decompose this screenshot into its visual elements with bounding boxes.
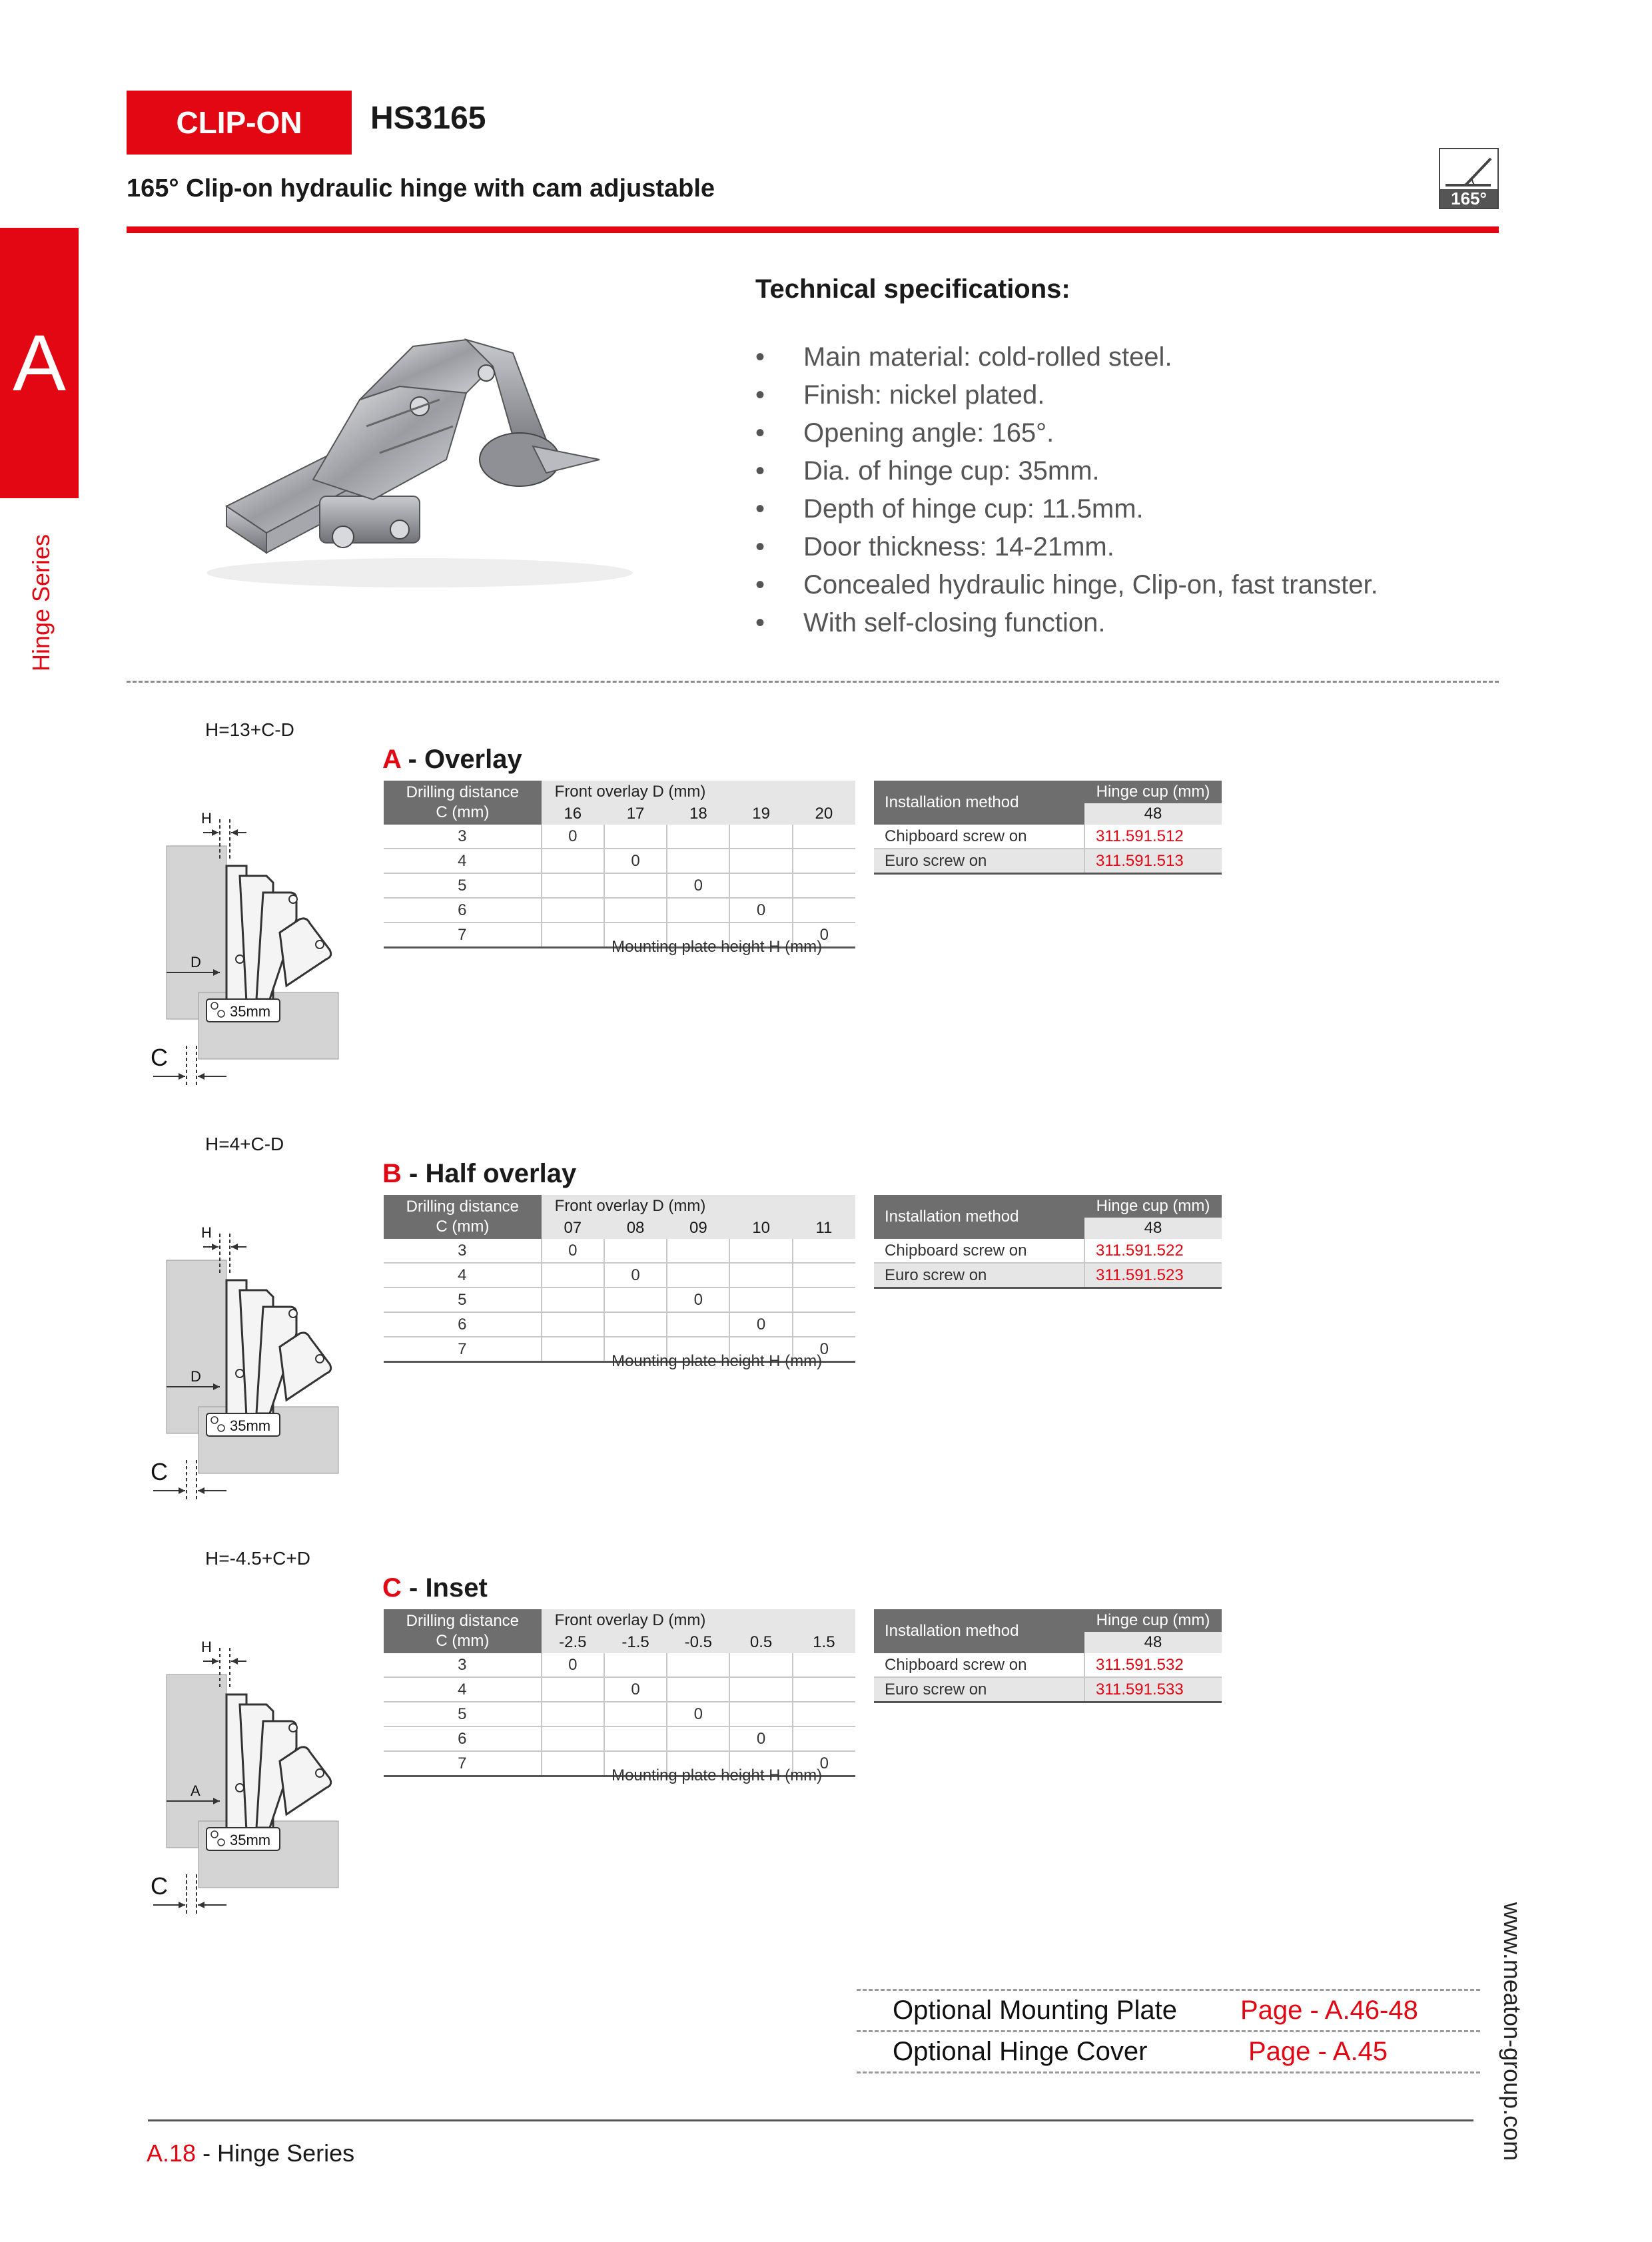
- footer-rule: [148, 2119, 1473, 2121]
- website-url[interactable]: www.meaton-group.com: [1499, 1902, 1526, 2161]
- drilling-table: [384, 1195, 855, 1363]
- table-cell: [542, 1751, 604, 1776]
- overlay-value: 07: [542, 1218, 604, 1239]
- drilling-table: [384, 781, 855, 948]
- table-cell: [604, 825, 667, 849]
- optional-divider: [857, 2030, 1480, 2032]
- clip-on-tag: CLIP-ON: [127, 91, 352, 155]
- diagram-label-d: A: [191, 1782, 201, 1799]
- table-row: [384, 1653, 855, 1677]
- hinge-cup-header: Hinge cup (mm): [1084, 781, 1222, 803]
- table-cell: [604, 1239, 667, 1263]
- table-cell: [667, 898, 729, 923]
- table-cell: [604, 1653, 667, 1677]
- table-cell: [729, 1702, 792, 1726]
- table-cell: [604, 873, 667, 898]
- installation-table: [874, 1195, 1222, 1289]
- table-cell: 0: [793, 1751, 855, 1776]
- table-row: [384, 1288, 855, 1312]
- overlay-value: -0.5: [667, 1632, 729, 1653]
- table-cell: [542, 1677, 604, 1702]
- hinge-product-image: [200, 326, 706, 599]
- overlay-value: 1.5: [793, 1632, 855, 1653]
- table-cell: [542, 1337, 604, 1362]
- section-name: - Inset: [401, 1573, 488, 1603]
- optional-hinge-cover-page[interactable]: Page - A.45: [1248, 2037, 1388, 2066]
- table-cell: [542, 923, 604, 948]
- article-code: 311.591.512: [1084, 825, 1222, 849]
- optional-divider: [857, 1989, 1480, 1991]
- table-row: [384, 1263, 855, 1288]
- table-cell: [729, 1239, 792, 1263]
- hinge-cup-header: Hinge cup (mm): [1084, 1195, 1222, 1218]
- cup-label: 35mm: [230, 1832, 271, 1848]
- spec-item: • Dia. of hinge cup: 35mm.: [755, 452, 1378, 490]
- spec-item: • With self-closing function.: [755, 604, 1378, 642]
- spec-list: [755, 338, 1378, 642]
- table-cell: [667, 1239, 729, 1263]
- table-cell: [604, 1288, 667, 1312]
- installation-table: [874, 1609, 1222, 1703]
- diagram-label-d: D: [191, 1368, 201, 1385]
- optional-mounting-plate-label: Optional Mounting Plate: [893, 1996, 1177, 2025]
- table-row: [384, 1702, 855, 1726]
- article-code: 311.591.532: [1084, 1653, 1222, 1677]
- hinge-cup-value: 48: [1084, 1632, 1222, 1653]
- section-name: - Overlay: [400, 745, 522, 774]
- overlay-value: 16: [542, 803, 604, 825]
- table-cell: [729, 849, 792, 873]
- model-number: HS3165: [370, 101, 486, 136]
- table-row: [384, 1312, 855, 1337]
- section-name: - Half overlay: [401, 1159, 577, 1188]
- diagram-label-d: D: [191, 954, 201, 970]
- overlay-section-a: [0, 706, 1652, 1132]
- table-row: [384, 873, 855, 898]
- installation-chipboard: Chipboard screw on: [874, 825, 1084, 849]
- formula: H=-4.5+C+D: [205, 1548, 310, 1569]
- overlay-value: 11: [793, 1218, 855, 1239]
- drilling-header: Drilling distance C (mm): [384, 1609, 542, 1653]
- table-cell: [793, 1653, 855, 1677]
- drilling-table: [384, 1609, 855, 1777]
- overlay-value: 0.5: [729, 1632, 792, 1653]
- overlay-value: 20: [793, 803, 855, 825]
- c-value: 5: [384, 1288, 542, 1312]
- diagram-label-h: H: [201, 1224, 212, 1241]
- article-code: 311.591.513: [1084, 849, 1222, 874]
- mounting-diagram: [147, 1180, 360, 1513]
- article-code: 311.591.533: [1084, 1677, 1222, 1702]
- table-cell: [729, 1653, 792, 1677]
- table-cell: 0: [604, 1677, 667, 1702]
- c-value: 5: [384, 873, 542, 898]
- c-value: 7: [384, 923, 542, 948]
- diagram-label-c: C: [151, 1872, 168, 1900]
- section-title: [382, 1159, 576, 1189]
- section-divider: [127, 681, 1499, 683]
- table-cell: 0: [793, 1337, 855, 1362]
- table-cell: 0: [667, 1288, 729, 1312]
- installation-method-header: Installation method: [874, 781, 1084, 825]
- diagram-label-c: C: [151, 1044, 168, 1071]
- table-row: [384, 1239, 855, 1263]
- front-overlay-header: Front overlay D (mm): [542, 1609, 855, 1632]
- table-cell: [793, 1677, 855, 1702]
- overlay-value: 09: [667, 1218, 729, 1239]
- c-value: 4: [384, 1263, 542, 1288]
- mounting-plate-height-label: Mounting plate height H (mm): [612, 1766, 823, 1784]
- table-cell: [604, 898, 667, 923]
- installation-method-header: Installation method: [874, 1195, 1084, 1239]
- installation-chipboard: Chipboard screw on: [874, 1239, 1084, 1263]
- hinge-cup-header: Hinge cup (mm): [1084, 1609, 1222, 1632]
- mounting-diagram: [147, 1595, 360, 1928]
- table-cell: [542, 1702, 604, 1726]
- table-cell: 0: [542, 1653, 604, 1677]
- table-cell: [542, 1726, 604, 1751]
- installation-chipboard: Chipboard screw on: [874, 1653, 1084, 1677]
- table-cell: [729, 1677, 792, 1702]
- table-cell: [793, 849, 855, 873]
- c-value: 6: [384, 1726, 542, 1751]
- overlay-value: 08: [604, 1218, 667, 1239]
- optional-hinge-cover-label: Optional Hinge Cover: [893, 2037, 1148, 2066]
- section-title: [382, 745, 522, 775]
- c-value: 3: [384, 1239, 542, 1263]
- optional-divider: [857, 2071, 1480, 2073]
- table-cell: [729, 825, 792, 849]
- angle-badge-text: 165°: [1451, 188, 1487, 208]
- diagram-label-c: C: [151, 1458, 168, 1485]
- table-row: [384, 1677, 855, 1702]
- table-cell: [667, 825, 729, 849]
- table-cell: [793, 1263, 855, 1288]
- table-cell: [793, 1312, 855, 1337]
- table-cell: [729, 1263, 792, 1288]
- spec-item: • Opening angle: 165°.: [755, 414, 1378, 452]
- installation-euro: Euro screw on: [874, 849, 1084, 874]
- table-cell: [729, 873, 792, 898]
- table-cell: [667, 1726, 729, 1751]
- table-cell: [729, 1288, 792, 1312]
- mounting-plate-height-label: Mounting plate height H (mm): [612, 1352, 823, 1370]
- table-cell: 0: [729, 898, 792, 923]
- footer: [147, 2139, 354, 2167]
- table-cell: 0: [542, 1239, 604, 1263]
- overlay-value: 18: [667, 803, 729, 825]
- spec-item: • Main material: cold-rolled steel.: [755, 338, 1378, 376]
- table-cell: 0: [667, 1702, 729, 1726]
- drilling-header: Drilling distance C (mm): [384, 1195, 542, 1239]
- article-code: 311.591.522: [1084, 1239, 1222, 1263]
- table-cell: [542, 1263, 604, 1288]
- page-number: A.18: [147, 2139, 197, 2167]
- table-cell: [793, 898, 855, 923]
- table-cell: [667, 1653, 729, 1677]
- diagram-label-h: H: [201, 810, 212, 827]
- c-value: 3: [384, 825, 542, 849]
- table-cell: [667, 1263, 729, 1288]
- table-cell: [793, 1702, 855, 1726]
- article-code: 311.591.523: [1084, 1263, 1222, 1288]
- overlay-value: -1.5: [604, 1632, 667, 1653]
- spec-item: • Finish: nickel plated.: [755, 376, 1378, 414]
- drilling-header: Drilling distance C (mm): [384, 781, 542, 825]
- table-cell: [604, 1312, 667, 1337]
- table-cell: 0: [604, 1263, 667, 1288]
- section-letter: A: [382, 745, 401, 774]
- overlay-section-b: [0, 1120, 1652, 1547]
- product-subtitle: 165° Clip-on hydraulic hinge with cam adjustable: [127, 175, 715, 202]
- front-overlay-header: Front overlay D (mm): [542, 781, 855, 803]
- table-cell: 0: [667, 873, 729, 898]
- footer-text: - Hinge Series: [196, 2139, 355, 2167]
- table-cell: 0: [542, 825, 604, 849]
- spec-item: • Door thickness: 14-21mm.: [755, 528, 1378, 566]
- table-cell: [793, 1288, 855, 1312]
- overlay-value: 19: [729, 803, 792, 825]
- formula: H=4+C-D: [205, 1134, 284, 1154]
- overlay-section-c: [0, 1535, 1652, 1961]
- table-cell: [542, 849, 604, 873]
- section-letter: C: [382, 1573, 402, 1603]
- section-tab: A: [0, 228, 79, 498]
- installation-method-header: Installation method: [874, 1609, 1084, 1653]
- overlay-value: -2.5: [542, 1632, 604, 1653]
- c-value: 6: [384, 898, 542, 923]
- spec-item: • Concealed hydraulic hinge, Clip-on, fast transter.: [755, 566, 1378, 604]
- hinge-cup-value: 48: [1084, 1218, 1222, 1239]
- section-letter: B: [382, 1159, 402, 1188]
- table-cell: [667, 849, 729, 873]
- c-value: 7: [384, 1337, 542, 1362]
- table-cell: [793, 1239, 855, 1263]
- table-cell: [542, 873, 604, 898]
- table-cell: 0: [604, 849, 667, 873]
- side-label: Hinge Series: [27, 534, 55, 672]
- table-cell: [793, 1726, 855, 1751]
- overlay-value: 10: [729, 1218, 792, 1239]
- diagram-label-h: H: [201, 1639, 212, 1655]
- table-cell: [667, 1312, 729, 1337]
- table-cell: [793, 873, 855, 898]
- table-cell: 0: [793, 923, 855, 948]
- table-row: [384, 898, 855, 923]
- c-value: 4: [384, 849, 542, 873]
- table-cell: [604, 1702, 667, 1726]
- c-value: 5: [384, 1702, 542, 1726]
- opening-angle-icon: [1439, 148, 1499, 209]
- table-cell: [542, 1312, 604, 1337]
- installation-table: [874, 781, 1222, 875]
- mounting-plate-height-label: Mounting plate height H (mm): [612, 938, 823, 956]
- spec-title: Technical specifications:: [755, 274, 1070, 304]
- table-cell: [542, 898, 604, 923]
- formula: H=13+C-D: [205, 719, 294, 740]
- installation-euro: Euro screw on: [874, 1677, 1084, 1702]
- table-cell: [667, 1677, 729, 1702]
- table-cell: [793, 825, 855, 849]
- c-value: 3: [384, 1653, 542, 1677]
- overlay-value: 17: [604, 803, 667, 825]
- table-cell: 0: [729, 1312, 792, 1337]
- c-value: 4: [384, 1677, 542, 1702]
- table-row: [384, 825, 855, 849]
- cup-label: 35mm: [230, 1003, 271, 1020]
- optional-mounting-plate-page[interactable]: Page - A.46-48: [1240, 1996, 1418, 2025]
- mounting-diagram: [147, 766, 360, 1099]
- table-cell: [542, 1288, 604, 1312]
- section-title: [382, 1573, 488, 1603]
- table-cell: [604, 1726, 667, 1751]
- c-value: 7: [384, 1751, 542, 1776]
- header-rule: [127, 226, 1499, 233]
- installation-euro: Euro screw on: [874, 1263, 1084, 1288]
- spec-item: • Depth of hinge cup: 11.5mm.: [755, 490, 1378, 528]
- table-cell: 0: [729, 1726, 792, 1751]
- c-value: 6: [384, 1312, 542, 1337]
- cup-label: 35mm: [230, 1417, 271, 1434]
- hinge-cup-value: 48: [1084, 803, 1222, 825]
- front-overlay-header: Front overlay D (mm): [542, 1195, 855, 1218]
- table-row: [384, 1726, 855, 1751]
- table-row: [384, 849, 855, 873]
